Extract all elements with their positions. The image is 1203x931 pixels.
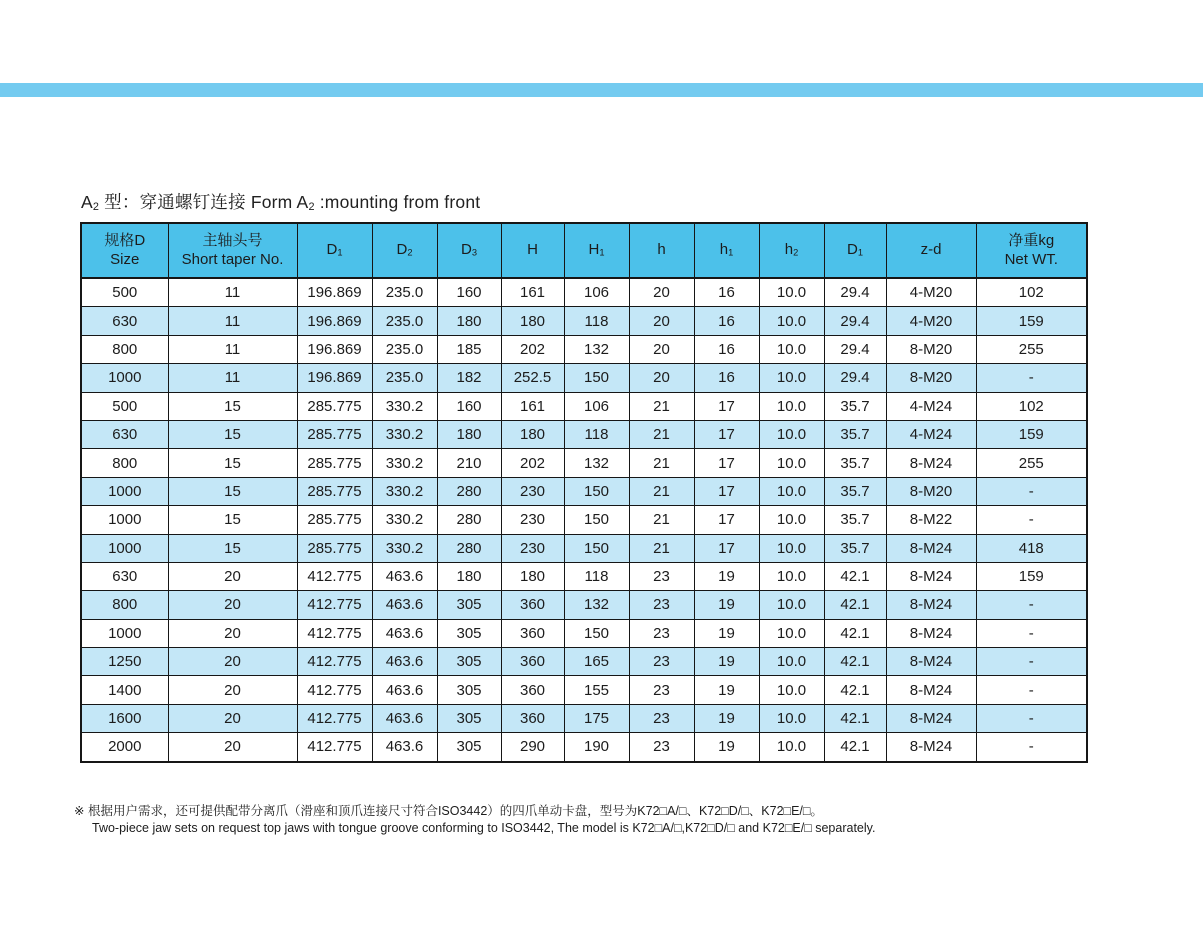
table-row [81,619,1087,647]
header-label: z-d [920,241,942,259]
table-cell: 23 [629,591,694,619]
table-cell: 118 [564,307,629,335]
table-row [81,676,1087,704]
table-row [81,307,1087,335]
table-cell: 10.0 [759,534,824,562]
table-cell: 15 [168,392,297,420]
table-cell: 15 [168,506,297,534]
table-cell: 15 [168,477,297,505]
table-cell: 20 [629,278,694,307]
title-subscript: 2 [92,200,100,213]
table-cell: 150 [564,477,629,505]
table-cell: 1400 [81,676,168,704]
table-cell: 17 [694,477,759,505]
table-cell: 1000 [81,364,168,392]
table-cell: 305 [437,648,501,676]
table-cell: 118 [564,420,629,448]
table-cell: 23 [629,733,694,762]
table-cell: 8-M24 [886,676,976,704]
table-cell: 10.0 [759,704,824,732]
table-cell: 8-M24 [886,733,976,762]
table-cell: 150 [564,506,629,534]
table-cell: 15 [168,449,297,477]
table-cell: - [976,619,1087,647]
table-cell: 10.0 [759,307,824,335]
table-cell: 255 [976,335,1087,363]
table-cell: 11 [168,307,297,335]
table-cell: 235.0 [372,307,437,335]
table-cell: 630 [81,562,168,590]
spec-table-body [81,278,1087,762]
table-row [81,648,1087,676]
table-cell: 235.0 [372,364,437,392]
table-cell: 630 [81,307,168,335]
table-cell: 102 [976,278,1087,307]
table-cell: 20 [168,591,297,619]
table-cell: 159 [976,307,1087,335]
header-subscript: 2 [793,247,799,258]
table-cell: 19 [694,676,759,704]
table-cell: 330.2 [372,420,437,448]
table-cell: 29.4 [824,278,886,307]
table-cell: 463.6 [372,562,437,590]
table-cell: 180 [501,307,564,335]
table-cell: 8-M22 [886,506,976,534]
table-cell: 8-M24 [886,704,976,732]
table-cell: 305 [437,591,501,619]
column-header [81,223,168,278]
column-header [564,223,629,278]
header-label-en: Size [110,250,140,268]
spec-table-container [80,222,1088,763]
table-cell: 4-M20 [886,278,976,307]
table-cell: 330.2 [372,392,437,420]
header-subscript: 3 [471,247,477,258]
table-cell: 285.775 [297,506,372,534]
table-cell: 20 [629,335,694,363]
table-cell: 23 [629,676,694,704]
page-title [81,189,480,214]
header-subscript: 1 [337,247,343,258]
table-cell: 285.775 [297,449,372,477]
table-cell: 196.869 [297,364,372,392]
table-cell: 20 [629,307,694,335]
table-cell: 230 [501,534,564,562]
table-cell: 42.1 [824,619,886,647]
table-cell: 330.2 [372,477,437,505]
table-cell: 285.775 [297,477,372,505]
table-cell: 11 [168,364,297,392]
table-cell: 8-M24 [886,534,976,562]
table-cell: - [976,364,1087,392]
table-cell: 16 [694,364,759,392]
table-cell: 10.0 [759,619,824,647]
footnotes [74,803,1154,837]
table-cell: 463.6 [372,648,437,676]
table-cell: 20 [168,619,297,647]
table-cell: 285.775 [297,420,372,448]
table-cell: 360 [501,704,564,732]
table-cell: 10.0 [759,335,824,363]
table-cell: 800 [81,591,168,619]
table-cell: 412.775 [297,619,372,647]
table-cell: 10.0 [759,562,824,590]
table-cell: 29.4 [824,364,886,392]
table-cell: 10.0 [759,676,824,704]
table-cell: 19 [694,648,759,676]
table-cell: - [976,733,1087,762]
table-cell: - [976,506,1087,534]
table-cell: 29.4 [824,307,886,335]
table-cell: 1250 [81,648,168,676]
title-subscript: 2 [308,200,315,213]
table-cell: 161 [501,392,564,420]
column-header [824,223,886,278]
table-cell: 280 [437,477,501,505]
table-cell: 463.6 [372,676,437,704]
table-cell: 150 [564,619,629,647]
table-cell: 4-M24 [886,420,976,448]
table-row [81,477,1087,505]
table-cell: 185 [437,335,501,363]
table-cell: 20 [168,704,297,732]
table-cell: 412.775 [297,562,372,590]
table-cell: 8-M20 [886,477,976,505]
column-header [629,223,694,278]
header-subscript: 1 [728,247,734,258]
table-cell: 8-M20 [886,335,976,363]
column-header [886,223,976,278]
column-header [694,223,759,278]
table-cell: 10.0 [759,278,824,307]
title-text: :mounting from front [314,192,481,212]
table-cell: 285.775 [297,534,372,562]
table-cell: 17 [694,392,759,420]
table-cell: 17 [694,449,759,477]
table-cell: 118 [564,562,629,590]
table-cell: 1000 [81,619,168,647]
table-cell: 10.0 [759,733,824,762]
header-label-en: Net WT. [1004,250,1058,268]
table-cell: 17 [694,534,759,562]
table-cell: 19 [694,733,759,762]
table-cell: 29.4 [824,335,886,363]
table-row [81,392,1087,420]
table-cell: 11 [168,335,297,363]
table-cell: 4-M24 [886,392,976,420]
table-cell: 305 [437,619,501,647]
table-cell: 1000 [81,534,168,562]
table-cell: 20 [629,364,694,392]
table-cell: 255 [976,449,1087,477]
table-cell: 463.6 [372,591,437,619]
table-cell: 4-M20 [886,307,976,335]
header-label-zh: 主轴头号 [202,231,263,249]
table-cell: 20 [168,648,297,676]
table-row [81,591,1087,619]
table-cell: 35.7 [824,506,886,534]
table-cell: 42.1 [824,562,886,590]
table-cell: 196.869 [297,278,372,307]
spec-table-head [81,223,1087,278]
table-cell: 155 [564,676,629,704]
header-label: D [396,241,408,259]
table-cell: 202 [501,449,564,477]
table-cell: 23 [629,648,694,676]
table-cell: 463.6 [372,733,437,762]
table-cell: 235.0 [372,335,437,363]
table-cell: 230 [501,506,564,534]
footnote-en: Two-piece jaw sets on request top jaws with tongue groove conforming to ISO3442, The model is K72□A/□,K72□D/□ and K72□E/□ separately. [92,821,876,835]
table-cell: 463.6 [372,704,437,732]
table-cell: 360 [501,648,564,676]
table-cell: 290 [501,733,564,762]
column-header [168,223,297,278]
table-cell: 235.0 [372,278,437,307]
table-cell: 161 [501,278,564,307]
table-row [81,335,1087,363]
table-cell: 500 [81,392,168,420]
table-cell: 17 [694,506,759,534]
table-cell: 11 [168,278,297,307]
table-cell: 150 [564,364,629,392]
table-cell: 1000 [81,477,168,505]
table-cell: 17 [694,420,759,448]
table-cell: 42.1 [824,733,886,762]
table-cell: 305 [437,676,501,704]
table-cell: 2000 [81,733,168,762]
table-cell: 106 [564,392,629,420]
table-cell: 305 [437,704,501,732]
table-cell: - [976,591,1087,619]
table-row [81,534,1087,562]
table-cell: 1000 [81,506,168,534]
table-cell: 132 [564,335,629,363]
table-cell: 360 [501,591,564,619]
table-cell: 463.6 [372,619,437,647]
table-cell: 330.2 [372,534,437,562]
table-cell: 8-M24 [886,619,976,647]
table-cell: 412.775 [297,733,372,762]
table-cell: 21 [629,449,694,477]
table-cell: 1600 [81,704,168,732]
table-cell: 35.7 [824,449,886,477]
table-cell: 10.0 [759,392,824,420]
header-label: H [527,241,538,259]
table-cell: 42.1 [824,676,886,704]
table-cell: 175 [564,704,629,732]
header-label: D [460,241,472,259]
header-label: h [784,241,794,259]
header-label: h [719,241,729,259]
table-cell: 10.0 [759,648,824,676]
table-cell: 412.775 [297,704,372,732]
table-cell: 102 [976,392,1087,420]
header-label-zh: 净重kg [1008,231,1055,249]
table-cell: 10.0 [759,477,824,505]
table-cell: 42.1 [824,591,886,619]
table-cell: 19 [694,591,759,619]
table-cell: 132 [564,591,629,619]
table-cell: 412.775 [297,676,372,704]
table-cell: 19 [694,619,759,647]
table-cell: 160 [437,278,501,307]
table-cell: 8-M24 [886,591,976,619]
table-cell: 10.0 [759,420,824,448]
table-row [81,733,1087,762]
table-row [81,704,1087,732]
table-cell: 230 [501,477,564,505]
table-cell: 23 [629,562,694,590]
table-cell: 10.0 [759,591,824,619]
table-cell: 15 [168,534,297,562]
table-row [81,449,1087,477]
table-cell: 8-M24 [886,449,976,477]
table-cell: 360 [501,676,564,704]
table-cell: 10.0 [759,449,824,477]
table-cell: 180 [437,307,501,335]
table-row [81,562,1087,590]
table-cell: 418 [976,534,1087,562]
table-cell: 20 [168,562,297,590]
table-cell: 196.869 [297,307,372,335]
table-cell: 500 [81,278,168,307]
table-cell: 35.7 [824,392,886,420]
table-cell: 800 [81,449,168,477]
table-cell: 21 [629,534,694,562]
table-row [81,506,1087,534]
table-cell: 180 [437,420,501,448]
table-cell: - [976,477,1087,505]
table-cell: 180 [501,562,564,590]
table-cell: 196.869 [297,335,372,363]
table-cell: 42.1 [824,648,886,676]
table-cell: - [976,704,1087,732]
table-cell: 150 [564,534,629,562]
table-cell: 20 [168,733,297,762]
table-cell: 20 [168,676,297,704]
top-accent-stripe [0,83,1203,97]
table-cell: 19 [694,562,759,590]
table-cell: 202 [501,335,564,363]
header-label-en: Short taper No. [181,250,284,268]
table-cell: 360 [501,619,564,647]
header-label: D [846,241,858,259]
table-cell: - [976,676,1087,704]
table-cell: 800 [81,335,168,363]
table-cell: 132 [564,449,629,477]
title-text: A [81,192,93,212]
column-header [372,223,437,278]
table-cell: 412.775 [297,591,372,619]
table-cell: 412.775 [297,648,372,676]
table-cell: 35.7 [824,420,886,448]
table-cell: 15 [168,420,297,448]
table-cell: 23 [629,619,694,647]
table-cell: - [976,648,1087,676]
spec-table [80,222,1088,763]
header-label: H [588,241,600,259]
header-label-zh: 规格D [104,231,146,249]
table-cell: 330.2 [372,449,437,477]
table-cell: 106 [564,278,629,307]
table-cell: 10.0 [759,506,824,534]
table-cell: 35.7 [824,534,886,562]
table-cell: 305 [437,733,501,762]
header-label: D [326,241,338,259]
table-cell: 180 [437,562,501,590]
footnote-zh: ※ 根据用户需求，还可提供配带分离爪（滑座和顶爪连接尺寸符合ISO3442）的四爪单动卡盘，型号为K72□A/□、K72□D/□、K72□E/□。 [74,804,823,818]
table-row [81,420,1087,448]
table-cell: 190 [564,733,629,762]
table-cell: 16 [694,335,759,363]
table-cell: 16 [694,278,759,307]
table-cell: 23 [629,704,694,732]
column-header [976,223,1087,278]
header-subscript: 1 [857,247,863,258]
header-subscript: 1 [599,247,605,258]
header-subscript: 2 [407,247,413,258]
table-cell: 16 [694,307,759,335]
table-cell: 19 [694,704,759,732]
table-cell: 42.1 [824,704,886,732]
table-cell: 165 [564,648,629,676]
table-cell: 160 [437,392,501,420]
table-cell: 10.0 [759,364,824,392]
table-cell: 21 [629,506,694,534]
table-cell: 182 [437,364,501,392]
table-cell: 35.7 [824,477,886,505]
column-header [437,223,501,278]
table-cell: 21 [629,477,694,505]
header-label: h [657,241,666,259]
table-cell: 180 [501,420,564,448]
table-cell: 8-M24 [886,648,976,676]
table-cell: 330.2 [372,506,437,534]
table-cell: 280 [437,506,501,534]
table-cell: 630 [81,420,168,448]
table-cell: 210 [437,449,501,477]
header-row [81,223,1087,278]
table-cell: 8-M24 [886,562,976,590]
table-row [81,278,1087,307]
table-cell: 280 [437,534,501,562]
table-cell: 285.775 [297,392,372,420]
table-cell: 252.5 [501,364,564,392]
table-cell: 159 [976,420,1087,448]
column-header [501,223,564,278]
table-cell: 21 [629,392,694,420]
column-header [759,223,824,278]
title-text: 型：穿通螺钉连接 Form A [99,192,309,212]
table-cell: 21 [629,420,694,448]
table-cell: 8-M20 [886,364,976,392]
column-header [297,223,372,278]
table-cell: 159 [976,562,1087,590]
table-row [81,364,1087,392]
